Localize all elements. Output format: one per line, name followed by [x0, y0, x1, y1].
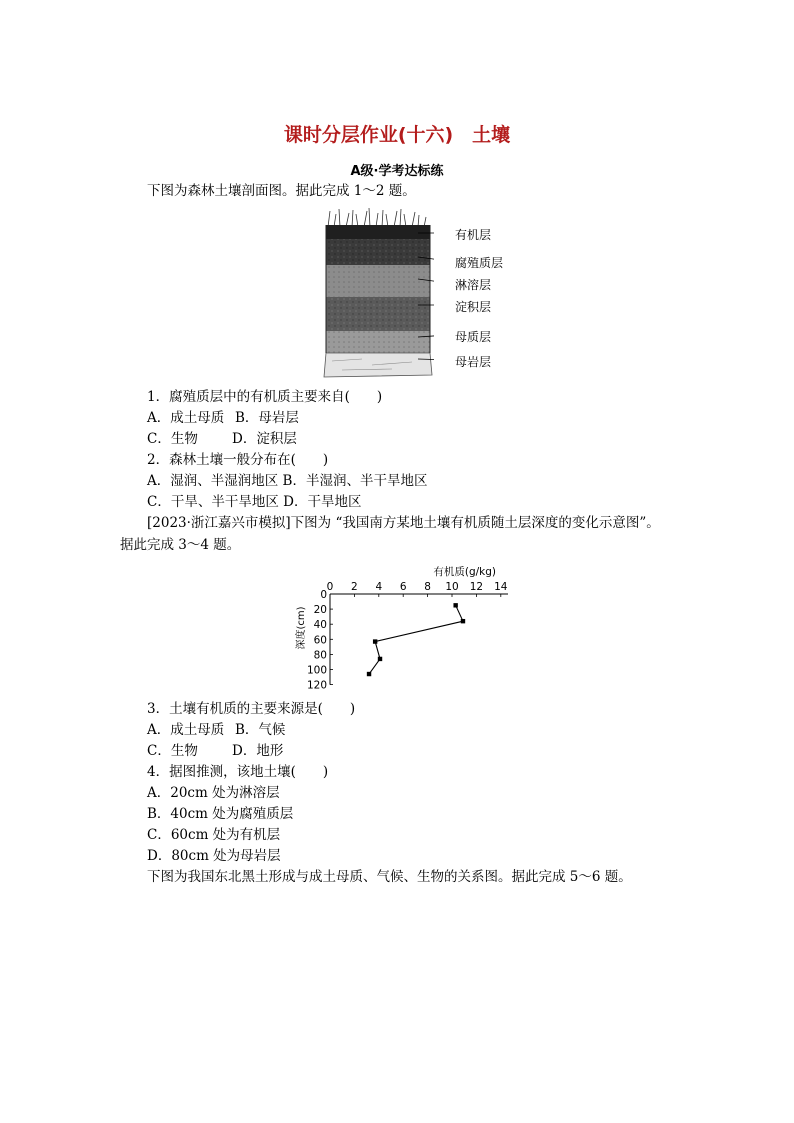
chart-x-tick-label: 2 [351, 581, 358, 593]
chart-data-point [373, 639, 377, 643]
q4-option-a: A．20cm 处为淋溶层 [147, 785, 280, 801]
page-title: 课时分层作业(十六) 土壤 [283, 124, 511, 146]
profile-label-bedrock: 母岩层 [455, 355, 492, 369]
chart-x-tick-label: 0 [326, 581, 334, 593]
chart-y-tick-label: 60 [313, 634, 327, 647]
chart-y-tick-label: 20 [313, 604, 327, 617]
chart-data-point [453, 603, 457, 607]
chart-x-axis-title: 有机质(g/kg) [433, 566, 496, 578]
profile-label-illuvial: 淀积层 [455, 300, 492, 314]
chart-x-tick-label: 14 [494, 581, 508, 593]
q3-option-a: A．成土母质 [147, 722, 225, 738]
q4-stem: 4．据图推测，该地土壤( ) [147, 764, 329, 780]
chart-x-tick-label: 6 [399, 581, 407, 593]
q2-options-ab: A．湿润、半湿润地区 B．半湿润、半干旱地区 [147, 473, 428, 489]
q2-stem: 2．森林土壤一般分布在( ) [147, 452, 329, 468]
q3-stem: 3．土壤有机质的主要来源是( ) [147, 701, 356, 717]
soil-profile-image [322, 205, 434, 381]
chart-y-axis-title: 深度(cm) [296, 606, 307, 650]
intro-q3-4-line1: [2023·浙江嘉兴市模拟]下图为 “我国南方某地土壤有机质随土层深度的变化示意图”。 [147, 515, 660, 531]
q2-options-cd: C．干旱、半干旱地区 D．干旱地区 [147, 494, 362, 510]
organic-matter-depth-chart [290, 560, 530, 692]
chart-y-tick-label: 0 [320, 589, 327, 601]
chart-x-tick-label: 4 [375, 581, 383, 593]
grass-tufts [328, 208, 426, 227]
chart-x-tick-label: 12 [469, 581, 484, 593]
q1-option-b: B．母岩层 [235, 410, 299, 426]
intro-q1-2: 下图为森林土壤剖面图。据此完成 1～2 题。 [147, 183, 416, 199]
q4-option-c: C．60cm 处为有机层 [147, 827, 281, 843]
profile-label-humus: 腐殖质层 [455, 256, 504, 270]
chart-data-point [461, 619, 465, 623]
chart-y-tick-label: 120 [306, 679, 327, 692]
chart-y-tick-label: 40 [313, 619, 327, 632]
q1-option-a: A．成土母质 [147, 410, 225, 426]
q3-option-c: C．生物 [147, 743, 198, 759]
chart-y-tick-label: 80 [313, 649, 327, 662]
q4-option-b: B．40cm 处为腐殖质层 [147, 806, 294, 822]
profile-label-eluvial: 淋溶层 [455, 278, 492, 292]
chart-data-point [378, 657, 382, 661]
chart-series-line [369, 605, 463, 674]
q3-option-b: B．气候 [235, 722, 286, 738]
q3-option-d: D．地形 [232, 743, 284, 759]
q1-option-c: C．生物 [147, 431, 198, 447]
profile-label-organic: 有机层 [455, 228, 492, 242]
chart-x-tick-label: 8 [424, 581, 431, 593]
chart-x-tick-label: 10 [445, 581, 459, 593]
section-heading: A级·学考达标练 [350, 164, 444, 179]
bedrock-layer [324, 353, 432, 377]
organic-layer [326, 225, 430, 239]
intro-q5-6: 下图为我国东北黑土形成与成土母质、气候、生物的关系图。据此完成 5～6 题。 [147, 869, 632, 885]
q1-stem: 1．腐殖质层中的有机质主要来自( ) [147, 389, 383, 405]
profile-label-parent-material: 母质层 [455, 330, 492, 344]
intro-q3-4-line2: 据此完成 3～4 题。 [120, 537, 241, 553]
q1-option-d: D．淀积层 [232, 431, 297, 447]
chart-y-tick-label: 100 [306, 664, 327, 677]
chart-data-point [367, 672, 371, 676]
q4-option-d: D．80cm 处为母岩层 [147, 848, 281, 864]
